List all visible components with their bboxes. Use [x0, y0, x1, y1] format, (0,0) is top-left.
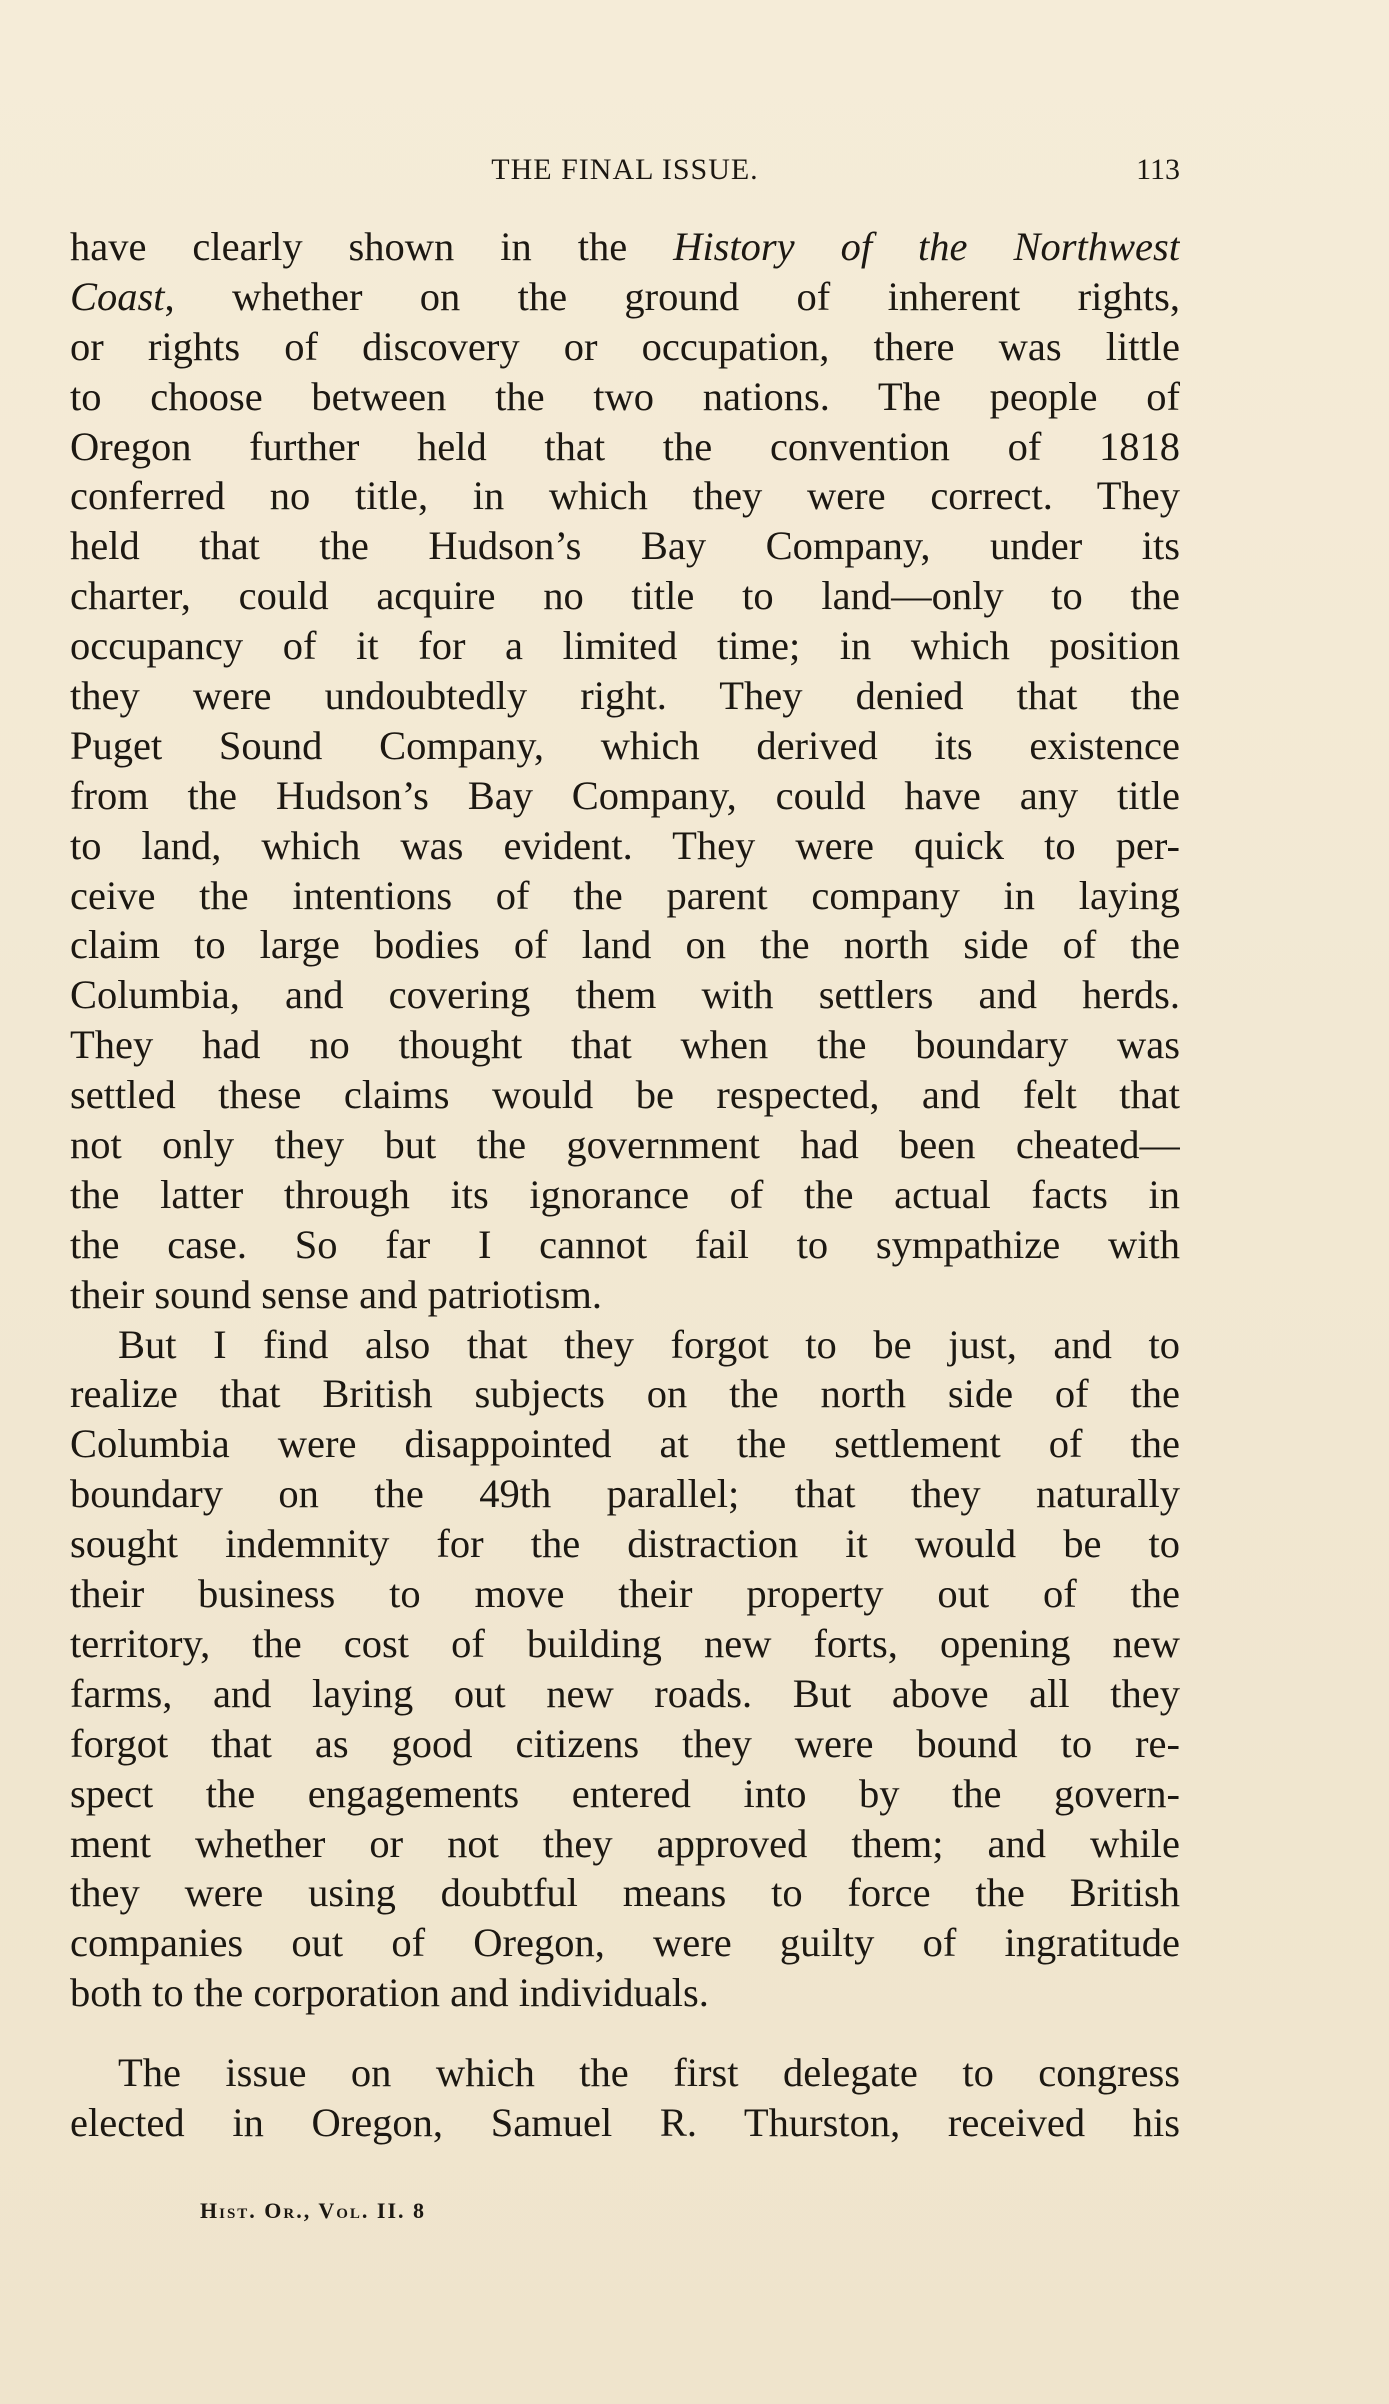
text-line: their sound sense and patriotism.	[70, 1271, 603, 1317]
text-line: the case. So far I cannot fail to sympathize with	[70, 1221, 1180, 1267]
text-line: The issue on which the first delegate to congress	[118, 2050, 1180, 2096]
signature-mark: Hist. Or., Vol. II. 8	[200, 2198, 427, 2223]
text-line: claim to large bodies of land on the north side of the	[70, 922, 1180, 968]
text-line: ceive the intentions of the parent company in laying	[70, 872, 1180, 918]
body-text	[70, 222, 1180, 2148]
text-line: But I find also that they forgot to be just, and to	[118, 1321, 1180, 1367]
text-line: elected in Oregon, Samuel R. Thurston, received his	[70, 2099, 1180, 2145]
running-head: THE FINAL ISSUE.	[491, 153, 759, 186]
text-line: realize that British subjects on the north side of the	[70, 1371, 1180, 1417]
text-line: sought indemnity for the distraction it would be to	[70, 1521, 1180, 1567]
text-line: they were using doubtful means to force the British	[70, 1870, 1180, 1916]
text-line: forgot that as good citizens they were bound to re-	[70, 1720, 1180, 1766]
text-line: their business to move their property out of the	[70, 1571, 1180, 1617]
text-line: occupancy of it for a limited time; in which position	[70, 623, 1180, 669]
text-line: settled these claims would be respected, and felt that	[70, 1072, 1180, 1118]
text-line: Columbia, and covering them with settlers and herds.	[70, 972, 1180, 1018]
text-line: Columbia were disappointed at the settlement of the	[70, 1421, 1180, 1467]
text-line: Puget Sound Company, which derived its existence	[70, 722, 1180, 768]
text-line: spect the engagements entered into by the govern-	[70, 1770, 1180, 1816]
text-line: ment whether or not they approved them; and while	[70, 1820, 1180, 1866]
text-line: they were undoubtedly right. They denied that the	[70, 673, 1180, 719]
text-line: farms, and laying out new roads. But above all they	[70, 1670, 1180, 1716]
text-line: territory, the cost of building new forts, opening new	[70, 1620, 1180, 1666]
text-line: to land, which was evident. They were quick to per-	[70, 822, 1180, 868]
text-line: both to the corporation and individuals.	[70, 1970, 709, 2016]
text-line: have clearly shown in the History of the Northwest	[70, 224, 1180, 269]
text-line: conferred no title, in which they were correct. They	[70, 473, 1180, 519]
text-line: Oregon further held that the convention of 1818	[70, 423, 1180, 469]
text-line: Coast, whether on the ground of inherent rights,	[70, 273, 1180, 319]
text-line: or rights of discovery or occupation, there was little	[70, 323, 1180, 369]
text-line: They had no thought that when the boundary was	[70, 1022, 1180, 1068]
page-header	[70, 150, 1180, 190]
text-line: to choose between the two nations. The people of	[70, 373, 1180, 419]
text-line: boundary on the 49th parallel; that they naturally	[70, 1471, 1180, 1517]
book-title-coast: Coast	[70, 273, 165, 319]
text-line: companies out of Oregon, were guilty of ingratitude	[70, 1920, 1180, 1966]
text-line: from the Hudson’s Bay Company, could have any title	[70, 772, 1180, 818]
book-title-history: History of the Northwest	[673, 224, 1180, 269]
text-line: held that the Hudson’s Bay Company, under its	[70, 523, 1180, 569]
text-line: the latter through its ignorance of the actual facts in	[70, 1171, 1180, 1217]
page-number: 113	[1136, 153, 1180, 186]
text-line: not only they but the government had been cheated—	[70, 1122, 1180, 1168]
text-line: charter, could acquire no title to land—only to the	[70, 573, 1180, 619]
